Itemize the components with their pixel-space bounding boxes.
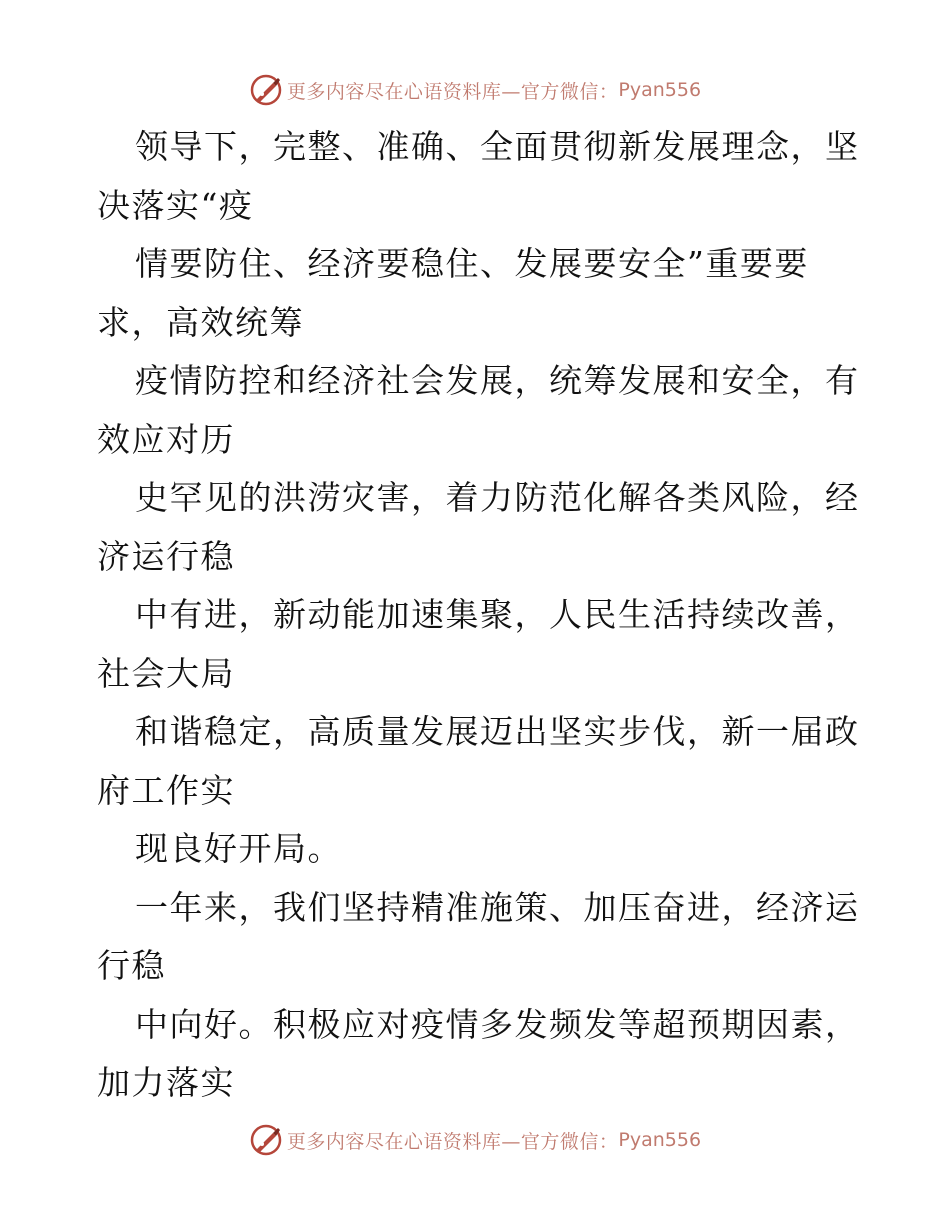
text-line: 加力落实 bbox=[97, 1063, 235, 1102]
banner-wechat-handle: Pyan556 bbox=[618, 79, 702, 101]
text-line: 现良好开局。 bbox=[135, 829, 342, 868]
text-line: 中有进，新动能加速集聚，人民生活持续改善， bbox=[135, 595, 860, 634]
text-line: 疫情防控和经济社会发展，统筹发展和安全，有 bbox=[135, 361, 860, 400]
text-line: 和谐稳定，高质量发展迈出坚实步伐，新一届政 bbox=[135, 712, 860, 751]
banner-text: 更多内容尽在心语资料库—官方微信： bbox=[286, 1130, 619, 1153]
text-line: 行稳 bbox=[97, 946, 166, 985]
text-line: 领导下，完整、准确、全面贯彻新发展理念，坚 bbox=[135, 127, 860, 166]
header-banner bbox=[0, 70, 950, 110]
text-line: 史罕见的洪涝灾害，着力防范化解各类风险，经 bbox=[135, 478, 860, 517]
text-line: 社会大局 bbox=[97, 653, 235, 693]
pen-logo-icon bbox=[249, 73, 283, 107]
document-body bbox=[97, 118, 860, 1113]
text-line: 济运行稳 bbox=[97, 536, 235, 576]
text-line: 府工作实 bbox=[97, 770, 235, 810]
text-line: 决落实“疫 bbox=[97, 185, 254, 225]
banner-wechat-handle: Pyan556 bbox=[618, 1129, 702, 1151]
text-line: 求，高效统筹 bbox=[97, 302, 304, 342]
text-line: 一年来，我们坚持精准施策、加压奋进，经济运 bbox=[135, 887, 860, 927]
pen-logo-icon bbox=[249, 1123, 283, 1157]
banner-text: 更多内容尽在心语资料库—官方微信： bbox=[286, 80, 619, 103]
footer-banner bbox=[0, 1120, 950, 1160]
text-line: 中向好。积极应对疫情多发频发等超预期因素， bbox=[135, 1004, 860, 1044]
text-line: 情要防住、经济要稳住、发展要安全”重要要 bbox=[135, 244, 809, 283]
text-line: 效应对历 bbox=[97, 419, 235, 459]
